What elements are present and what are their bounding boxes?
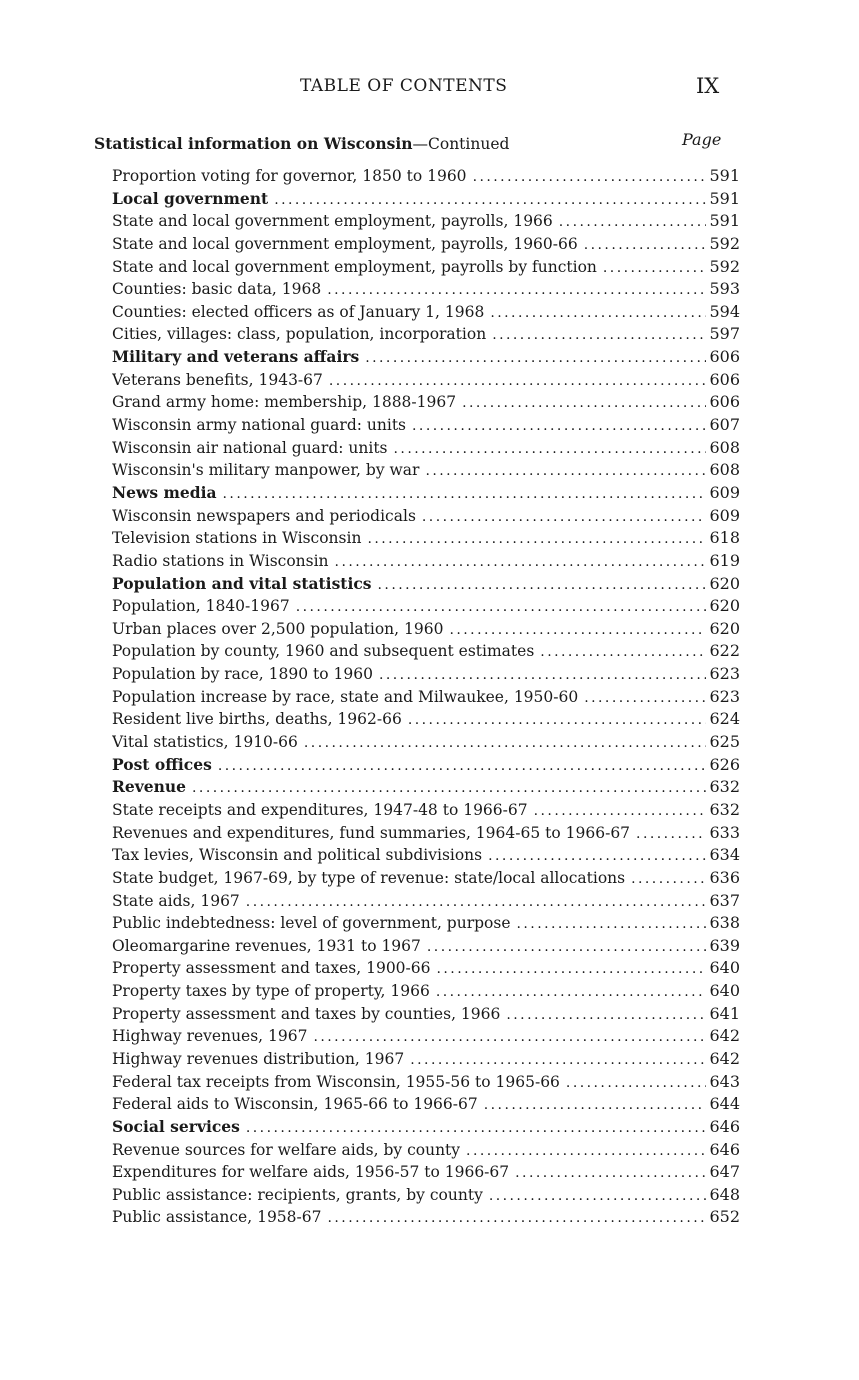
toc-section-heading xyxy=(112,776,740,799)
entry-page-number: 623 xyxy=(709,686,740,706)
toc-entry xyxy=(112,391,740,414)
entry-page-number: 591 xyxy=(709,166,740,185)
dot-leader xyxy=(186,777,706,799)
entry-page-number: 620 xyxy=(709,573,740,593)
dot-leader xyxy=(419,460,706,482)
entry-title: State budget, 1967-69, by type of revenue: state/local allocations xyxy=(112,868,626,887)
toc-entry xyxy=(112,867,740,890)
entry-title: Revenue xyxy=(112,777,187,797)
toc-entry xyxy=(112,844,740,867)
entry-page-number: 592 xyxy=(709,256,740,276)
entry-page-number: 652 xyxy=(709,1207,740,1227)
entry-title: Property assessment and taxes by counties, 1966 xyxy=(112,1004,501,1023)
entry-page-number: 637 xyxy=(709,890,740,910)
toc-entry xyxy=(112,527,740,550)
toc-entry xyxy=(112,1184,740,1207)
dot-leader xyxy=(484,302,706,324)
entry-page-number: 594 xyxy=(709,301,740,321)
toc-section-heading xyxy=(112,573,740,596)
toc-entry xyxy=(112,822,740,845)
entry-title: Vital statistics, 1910-66 xyxy=(112,733,298,752)
entry-page-number: 647 xyxy=(709,1162,740,1182)
toc-entry xyxy=(112,912,740,935)
section-title-main: Statistical information on Wisconsin xyxy=(94,134,413,153)
entry-title: Federal tax receipts from Wisconsin, 1955-56 to 1965-66 xyxy=(112,1072,560,1091)
toc-entry xyxy=(112,210,740,233)
entry-page-number: 608 xyxy=(709,437,740,457)
entry-page-number: 640 xyxy=(709,958,740,978)
entry-page-number: 623 xyxy=(709,664,740,684)
entry-page-number: 606 xyxy=(709,347,740,367)
dot-leader xyxy=(388,438,706,460)
toc-entry xyxy=(112,459,740,482)
entry-page-number: 642 xyxy=(709,1048,740,1068)
dot-leader xyxy=(478,1094,706,1116)
toc-entry xyxy=(112,686,740,709)
dot-leader xyxy=(486,324,706,346)
entry-title: Local government xyxy=(112,188,269,208)
entry-page-number: 636 xyxy=(709,867,740,887)
entry-title: Urban places over 2,500 population, 1960 xyxy=(112,619,444,638)
entry-page-number: 634 xyxy=(709,845,740,865)
entry-page-number: 633 xyxy=(709,822,740,842)
dot-leader xyxy=(483,1185,706,1207)
dot-leader xyxy=(240,891,706,913)
entry-page-number: 648 xyxy=(709,1184,740,1204)
dot-leader xyxy=(290,596,706,618)
running-head xyxy=(0,76,859,102)
toc-entry xyxy=(112,1003,740,1026)
entry-title: Post offices xyxy=(112,754,212,774)
toc-entry xyxy=(112,369,740,392)
entry-title: Property assessment and taxes, 1900-66 xyxy=(112,959,431,978)
dot-leader xyxy=(212,755,706,777)
toc-entry xyxy=(112,505,740,528)
entry-page-number: 632 xyxy=(709,799,740,819)
entry-title: Revenues and expenditures, fund summaries, 1964-65 to 1966-67 xyxy=(112,823,631,842)
dot-leader xyxy=(307,1026,706,1048)
toc-section-heading xyxy=(112,754,740,777)
dot-leader xyxy=(416,506,706,528)
toc-entry xyxy=(112,1048,740,1071)
toc-entry xyxy=(112,799,740,822)
entry-page-number: 618 xyxy=(709,528,740,548)
toc-entry xyxy=(112,1025,740,1048)
dot-leader xyxy=(298,732,706,754)
section-title xyxy=(94,134,509,153)
dot-leader xyxy=(625,868,706,890)
toc-entry xyxy=(112,437,740,460)
dot-leader xyxy=(323,370,706,392)
dot-leader xyxy=(443,619,706,641)
dot-leader xyxy=(534,641,706,663)
entry-title: Population by county, 1960 and subsequent estimates xyxy=(112,642,535,661)
dot-leader xyxy=(372,574,706,596)
dot-leader xyxy=(528,800,706,822)
toc-entry xyxy=(112,708,740,731)
toc-entry xyxy=(112,980,740,1003)
entry-page-number: 646 xyxy=(709,1116,740,1136)
entry-page-number: 606 xyxy=(709,369,740,389)
toc-entry xyxy=(112,414,740,437)
dot-leader xyxy=(467,166,706,188)
entry-title: Wisconsin army national guard: units xyxy=(112,416,407,435)
entry-title: Veterans benefits, 1943-67 xyxy=(112,370,323,389)
entry-page-number: 620 xyxy=(709,596,740,616)
entry-page-number: 632 xyxy=(709,777,740,797)
toc-entry xyxy=(112,550,740,573)
dot-leader xyxy=(456,392,706,414)
entry-title: Public indebtedness: level of government, purpose xyxy=(112,914,511,933)
running-title: TABLE OF CONTENTS xyxy=(300,76,508,96)
section-header xyxy=(94,130,724,156)
entry-page-number: 642 xyxy=(709,1026,740,1046)
dot-leader xyxy=(373,664,706,686)
entry-title: Resident live births, deaths, 1962-66 xyxy=(112,710,402,729)
entry-title: Counties: elected officers as of January 1, 1968 xyxy=(112,302,485,321)
entry-title: Population by race, 1890 to 1960 xyxy=(112,665,373,684)
entry-page-number: 640 xyxy=(709,981,740,1001)
toc-entry xyxy=(112,890,740,913)
dot-leader xyxy=(359,347,706,369)
toc-entry xyxy=(112,957,740,980)
dot-leader xyxy=(509,1162,706,1184)
dot-leader xyxy=(361,528,706,550)
dot-leader xyxy=(578,234,706,256)
entry-title: Proportion voting for governor, 1850 to 1960 xyxy=(112,167,467,185)
dot-leader xyxy=(460,1140,706,1162)
entry-page-number: 609 xyxy=(709,505,740,525)
dot-leader xyxy=(500,1004,706,1026)
entry-page-number: 638 xyxy=(709,913,740,933)
section-title-continued: —Continued xyxy=(412,135,510,153)
entry-title: Oleomargarine revenues, 1931 to 1967 xyxy=(112,936,421,955)
toc-entry xyxy=(112,301,740,324)
entry-title: Wisconsin newspapers and periodicals xyxy=(112,506,416,525)
entry-title: Grand army home: membership, 1888-1967 xyxy=(112,393,457,412)
entry-page-number: 593 xyxy=(709,279,740,299)
entry-page-number: 591 xyxy=(709,211,740,231)
entry-title: Highway revenues, 1967 xyxy=(112,1027,308,1046)
entry-title: Federal aids to Wisconsin, 1965-66 to 1966-67 xyxy=(112,1095,478,1114)
entry-title: State aids, 1967 xyxy=(112,891,240,910)
toc-entry xyxy=(112,323,740,346)
toc-entry xyxy=(112,618,740,641)
toc-section-heading xyxy=(112,1116,740,1139)
entry-page-number: 646 xyxy=(709,1139,740,1159)
toc-section-heading xyxy=(112,346,740,369)
entry-title: Expenditures for welfare aids, 1956-57 to 1966-67 xyxy=(112,1163,510,1182)
entry-page-number: 643 xyxy=(709,1071,740,1091)
toc-entry xyxy=(112,1161,740,1184)
entry-page-number: 592 xyxy=(709,233,740,253)
entry-title: Population, 1840-1967 xyxy=(112,597,290,616)
entry-title: State and local government employment, payrolls, 1960-66 xyxy=(112,234,578,253)
dot-leader xyxy=(240,1117,706,1139)
entry-title: Public assistance: recipients, grants, by county xyxy=(112,1185,483,1204)
dot-leader xyxy=(630,823,706,845)
toc-entry xyxy=(112,256,740,279)
dot-leader xyxy=(404,1049,706,1071)
entry-page-number: 619 xyxy=(709,550,740,570)
entry-page-number: 639 xyxy=(709,935,740,955)
toc-list xyxy=(112,165,740,1229)
dot-leader xyxy=(321,279,706,301)
entry-title: State and local government employment, payrolls by function xyxy=(112,257,597,276)
entry-title: Wisconsin's military manpower, by war xyxy=(112,461,420,480)
toc-entry xyxy=(112,663,740,686)
dot-leader xyxy=(322,1207,707,1229)
toc-entry xyxy=(112,1093,740,1116)
entry-title: Population and vital statistics xyxy=(112,573,372,593)
entry-page-number: 606 xyxy=(709,392,740,412)
toc-entry xyxy=(112,278,740,301)
toc-section-heading xyxy=(112,482,740,505)
dot-leader xyxy=(329,551,706,573)
entry-page-number: 620 xyxy=(709,618,740,638)
dot-leader xyxy=(268,189,706,211)
dot-leader xyxy=(217,483,706,505)
entry-title: Population increase by race, state and Milwaukee, 1950-60 xyxy=(112,687,579,706)
entry-title: Highway revenues distribution, 1967 xyxy=(112,1049,405,1068)
dot-leader xyxy=(402,709,706,731)
toc-entry xyxy=(112,233,740,256)
toc-entry xyxy=(112,731,740,754)
entry-page-number: 597 xyxy=(709,324,740,344)
entry-page-number: 641 xyxy=(709,1003,740,1023)
entry-title: Counties: basic data, 1968 xyxy=(112,280,322,299)
toc-entry xyxy=(112,1139,740,1162)
entry-page-number: 644 xyxy=(709,1094,740,1114)
entry-title: Radio stations in Wisconsin xyxy=(112,551,329,570)
dot-leader xyxy=(560,1072,706,1094)
dot-leader xyxy=(430,981,706,1003)
entry-page-number: 591 xyxy=(709,188,740,208)
dot-leader xyxy=(597,257,706,279)
entry-page-number: 624 xyxy=(709,709,740,729)
entry-page-number: 609 xyxy=(709,482,740,502)
entry-title: Wisconsin air national guard: units xyxy=(112,438,388,457)
entry-title: Social services xyxy=(112,1116,240,1136)
entry-title: Property taxes by type of property, 1966 xyxy=(112,982,430,1001)
dot-leader xyxy=(421,936,706,958)
entry-page-number: 626 xyxy=(709,754,740,774)
entry-title: Cities, villages: class, population, incorporation xyxy=(112,325,487,344)
toc-entry xyxy=(112,1206,740,1229)
entry-title: State receipts and expenditures, 1947-48 to 1966-67 xyxy=(112,800,528,819)
toc-entry xyxy=(112,1071,740,1094)
entry-page-number: 622 xyxy=(709,641,740,661)
toc-entry xyxy=(112,165,740,188)
toc-entry xyxy=(112,935,740,958)
dot-leader xyxy=(511,913,707,935)
entry-title: Television stations in Wisconsin xyxy=(112,529,362,548)
page-number: IX xyxy=(696,74,720,98)
entry-title: News media xyxy=(112,482,217,502)
entry-page-number: 608 xyxy=(709,460,740,480)
entry-title: State and local government employment, payrolls, 1966 xyxy=(112,212,553,231)
dot-leader xyxy=(431,958,707,980)
entry-page-number: 625 xyxy=(709,732,740,752)
dot-leader xyxy=(406,415,706,437)
dot-leader xyxy=(578,687,706,709)
entry-title: Tax levies, Wisconsin and political subdivisions xyxy=(112,846,483,865)
toc-entry xyxy=(112,640,740,663)
entry-title: Military and veterans affairs xyxy=(112,347,360,367)
entry-page-number: 607 xyxy=(709,415,740,435)
dot-leader xyxy=(482,845,706,867)
toc-section-heading xyxy=(112,188,740,211)
page-column-label: Page xyxy=(682,130,722,149)
entry-title: Revenue sources for welfare aids, by county xyxy=(112,1140,461,1159)
entry-title: Public assistance, 1958-67 xyxy=(112,1208,322,1227)
dot-leader xyxy=(553,211,706,233)
toc-entry xyxy=(112,595,740,618)
